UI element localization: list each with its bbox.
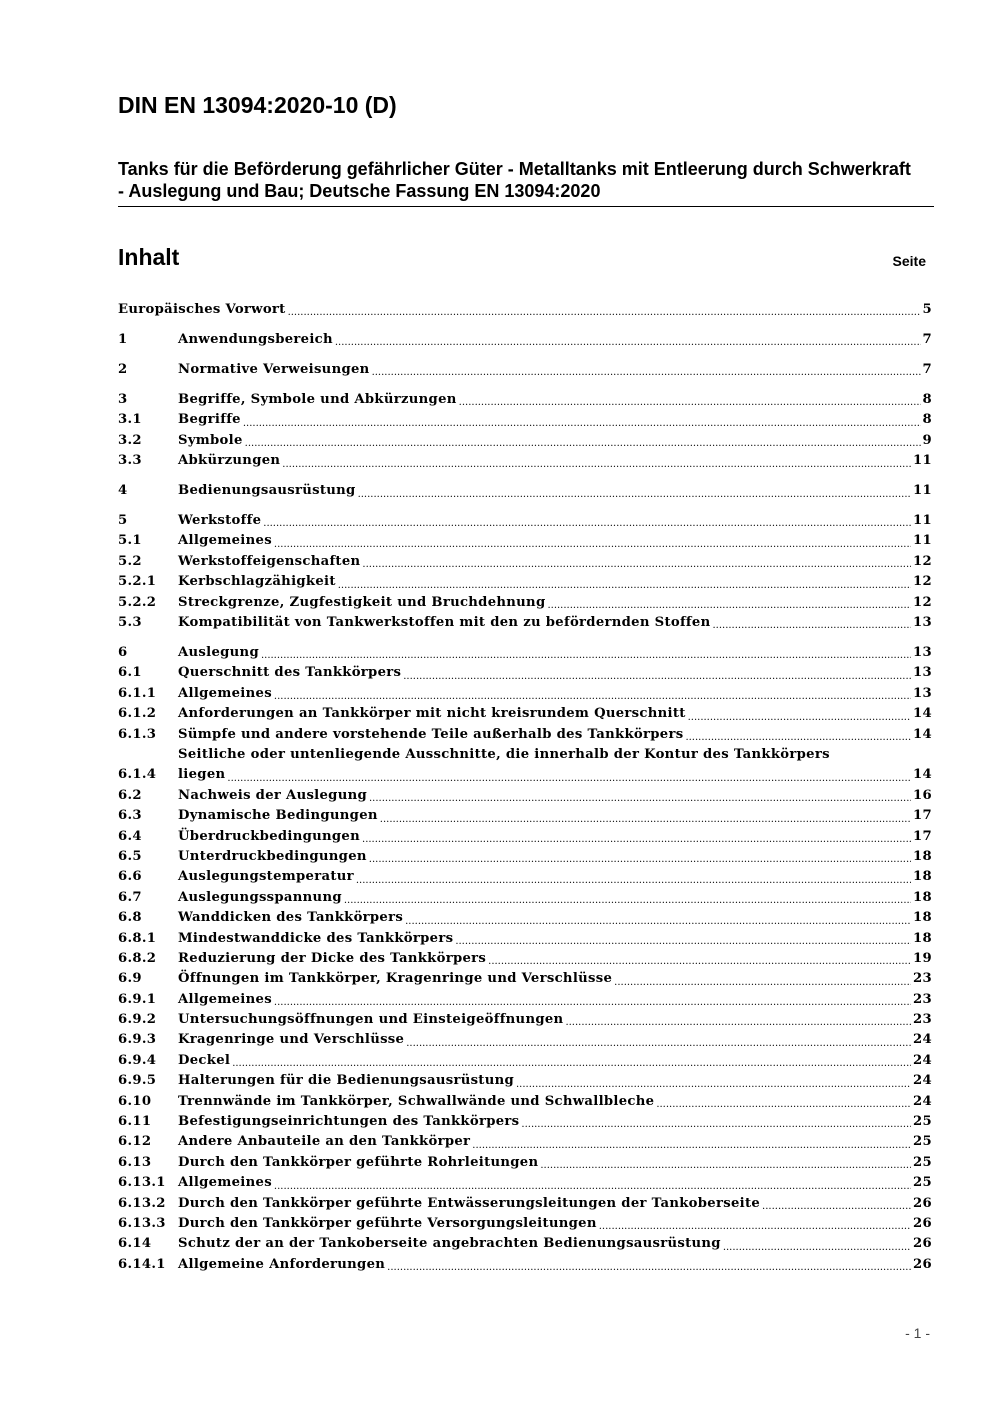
toc-dot-leader <box>614 976 911 990</box>
toc-entry[interactable] <box>118 1030 932 1050</box>
toc-entry-page: 5 <box>922 301 932 317</box>
toc-entry-page: 16 <box>913 787 932 803</box>
toc-entry-number: 6.13 <box>118 1154 152 1170</box>
toc-dot-leader <box>227 772 911 786</box>
toc-dot-leader <box>282 458 911 472</box>
toc-entry-label: Öffnungen im Tankkörper, Kragenringe und Verschlüsse <box>178 971 613 987</box>
toc-entry-label: Kragenringe und Verschlüsse <box>178 1032 405 1048</box>
toc-entry-page: 11 <box>913 513 932 529</box>
toc-entry[interactable] <box>118 451 932 471</box>
toc-entry-page: 11 <box>913 483 932 499</box>
toc-entry-page: 13 <box>913 685 932 701</box>
toc-heading: Inhalt <box>118 244 180 270</box>
toc-entry[interactable] <box>118 511 932 531</box>
toc-entry-label: Durch den Tankkörper geführte Entwässerungsleitungen der Tankoberseite <box>178 1195 761 1211</box>
toc-entry-number: 6.1 <box>118 665 142 681</box>
toc-entry-number: 6.7 <box>118 889 142 905</box>
toc-entry[interactable] <box>118 704 932 724</box>
toc-entry-number: 6.1.2 <box>118 706 157 722</box>
toc-entry-page: 8 <box>922 412 932 428</box>
toc-entry-number: 6.5 <box>118 848 142 864</box>
toc-dot-leader <box>372 366 921 380</box>
toc-entry-number: 6.4 <box>118 828 142 844</box>
toc-dot-leader <box>369 853 911 867</box>
toc-entry-page: 12 <box>913 553 932 569</box>
toc-entry[interactable] <box>118 1071 932 1091</box>
document-subtitle: Tanks für die Beförderung gefährlicher Güter - Metalltanks mit Entleerung durch Schwerkraft - Auslegung und Bau; Deutsche Fassung EN 13094:2020 <box>118 159 911 201</box>
toc-dot-leader <box>288 306 921 320</box>
toc-entry[interactable] <box>118 1010 932 1030</box>
toc-dot-leader <box>406 1037 911 1051</box>
toc-entry-label: Andere Anbauteile an den Tankkörper <box>178 1134 471 1150</box>
toc-entry-label: Anwendungsbereich <box>178 331 333 347</box>
toc-entry-page: 14 <box>913 767 932 783</box>
toc-entry-page: 24 <box>913 1032 932 1048</box>
toc-dot-leader <box>459 396 921 410</box>
toc-entry-label: Auslegungsspannung <box>178 889 342 905</box>
toc-dot-leader <box>369 792 911 806</box>
toc-dot-leader <box>232 1057 911 1071</box>
toc-entry-label: Allgemeine Anforderungen <box>178 1256 386 1272</box>
toc-entry-page: 18 <box>913 930 932 946</box>
toc-entry[interactable] <box>118 1194 932 1214</box>
title-divider <box>118 206 934 207</box>
toc-entry-number: 6.1.4 <box>118 767 157 783</box>
toc-entry[interactable] <box>118 888 932 908</box>
toc-entry[interactable] <box>118 847 932 867</box>
toc-entry-number: 6.14.1 <box>118 1256 166 1272</box>
toc-dot-leader <box>712 619 911 633</box>
toc-entry-label: Deckel <box>178 1052 231 1068</box>
toc-dot-leader <box>274 996 911 1010</box>
toc-entry-number: 6.13.2 <box>118 1195 166 1211</box>
toc-entry[interactable] <box>118 330 932 350</box>
toc-entry-label: Bedienungsausrüstung <box>178 483 356 499</box>
toc-entry-page: 19 <box>913 950 932 966</box>
toc-entry[interactable] <box>118 531 932 551</box>
toc-entry-page: 7 <box>922 361 932 377</box>
toc-entry-number: 5.2.2 <box>118 594 157 610</box>
toc-entry[interactable] <box>118 949 932 969</box>
toc-entry[interactable] <box>118 1214 932 1234</box>
toc-entry-number: 6.9.1 <box>118 991 157 1007</box>
toc-entry-page: 18 <box>913 848 932 864</box>
toc-entry-number: 4 <box>118 483 128 499</box>
toc-entry-page: 25 <box>913 1154 932 1170</box>
toc-entry-label: Trennwände im Tankkörper, Schwallwände und Schwallbleche <box>178 1093 655 1109</box>
toc-entry-label: Seitliche oder untenliegende Ausschnitte, die innerhalb der Kontur des Tankkörpers <box>178 746 830 762</box>
toc-entry[interactable] <box>118 786 932 806</box>
toc-entry-number: 6.6 <box>118 869 142 885</box>
toc-entry-page: 17 <box>913 808 932 824</box>
toc-entry[interactable] <box>118 390 932 410</box>
toc-dot-leader <box>403 670 911 684</box>
toc-entry-page: 23 <box>913 971 932 987</box>
toc-entry-number: 6.2 <box>118 787 142 803</box>
toc-dot-leader <box>488 955 911 969</box>
toc-entry-page: 14 <box>913 726 932 742</box>
toc-entry-label: Nachweis der Auslegung <box>178 787 367 803</box>
toc-entry-number: 6.9.4 <box>118 1052 157 1068</box>
toc-entry-number: 5.3 <box>118 615 142 631</box>
toc-entry-page: 13 <box>913 645 932 661</box>
toc-entry-page: 18 <box>913 889 932 905</box>
toc-entry-number: 5 <box>118 513 128 529</box>
toc-entry-page: 13 <box>913 615 932 631</box>
toc-entry-number: 3.3 <box>118 453 142 469</box>
toc-entry-label: Überdruckbedingungen <box>178 828 361 844</box>
toc-entry-label: Dynamische Bedingungen <box>178 808 378 824</box>
toc-dot-leader <box>274 538 911 552</box>
toc-entry-label: Begriffe <box>178 412 241 428</box>
toc-entry-label: Querschnitt des Tankkörpers <box>178 665 402 681</box>
toc-dot-leader <box>261 649 911 663</box>
toc-dot-leader <box>516 1078 911 1092</box>
toc-entry[interactable] <box>118 929 932 949</box>
toc-entry[interactable] <box>118 969 932 989</box>
toc-entry-page: 8 <box>922 391 932 407</box>
toc-entry[interactable] <box>118 1173 932 1193</box>
toc-entry-label: Allgemeines <box>178 991 272 1007</box>
toc-entry-label: Allgemeines <box>178 685 272 701</box>
toc-entry-label: Durch den Tankkörper geführte Versorgungsleitungen <box>178 1215 597 1231</box>
toc-entry-page: 18 <box>913 869 932 885</box>
toc-entry-label: Werkstoffe <box>178 513 262 529</box>
toc-entry-page: 11 <box>913 533 932 549</box>
toc-entry[interactable] <box>118 745 932 786</box>
toc-dot-leader <box>362 558 911 572</box>
toc-dot-leader <box>356 874 911 888</box>
toc-entry-page: 12 <box>913 574 932 590</box>
toc-dot-leader <box>540 1159 911 1173</box>
toc-entry[interactable] <box>118 481 932 501</box>
toc-dot-leader <box>274 690 911 704</box>
toc-entry-number: 6.14 <box>118 1236 152 1252</box>
toc-entry-page: 26 <box>913 1236 932 1252</box>
toc-dot-leader <box>688 711 911 725</box>
toc-entry[interactable] <box>118 827 932 847</box>
toc-entry-page: 17 <box>913 828 932 844</box>
toc-entry[interactable] <box>118 410 932 430</box>
toc-entry-page: 18 <box>913 910 932 926</box>
toc-dot-leader <box>335 336 921 350</box>
toc-entry[interactable] <box>118 643 932 663</box>
toc-entry[interactable] <box>118 593 932 613</box>
toc-entry-label: Kompatibilität von Tankwerkstoffen mit den zu befördernden Stoffen <box>178 615 711 631</box>
toc-entry[interactable] <box>118 1255 932 1275</box>
toc-entry-label: Allgemeines <box>178 1175 272 1191</box>
toc-dot-leader <box>245 437 921 451</box>
toc-entry-page: 23 <box>913 1012 932 1028</box>
toc-entry-page: 25 <box>913 1134 932 1150</box>
toc-entry-number: 5.1 <box>118 533 142 549</box>
toc-entry-label: Streckgrenze, Zugfestigkeit und Bruchdehnung <box>178 594 546 610</box>
toc-entry-number: 5.2.1 <box>118 574 157 590</box>
toc-entry-page: 26 <box>913 1195 932 1211</box>
toc-entry-label: Halterungen für die Bedienungsausrüstung <box>178 1073 514 1089</box>
toc-entry-number: 6.9.2 <box>118 1012 157 1028</box>
toc-dot-leader <box>274 1180 911 1194</box>
toc-entry-number: 3.1 <box>118 412 142 428</box>
toc-entry[interactable] <box>118 1234 932 1254</box>
toc-entry-page: 7 <box>922 331 932 347</box>
toc-dot-leader <box>521 1118 911 1132</box>
page-number: - 1 - <box>905 1325 930 1341</box>
toc-entry-label: Anforderungen an Tankkörper mit nicht kreisrundem Querschnitt <box>178 706 686 722</box>
toc-entry-page: 23 <box>913 991 932 1007</box>
toc-dot-leader <box>338 579 911 593</box>
toc-entry-number: 1 <box>118 331 128 347</box>
toc-entry-number: 6.9 <box>118 971 142 987</box>
document-title: DIN EN 13094:2020-10 (D) <box>118 92 397 118</box>
toc-entry-label: Abkürzungen <box>178 453 281 469</box>
page-column-label: Seite <box>892 253 926 269</box>
toc-entry[interactable] <box>118 360 932 380</box>
toc-entry-label: Europäisches Vorwort <box>118 301 286 317</box>
toc-dot-leader <box>243 417 921 431</box>
toc-entry-page: 26 <box>913 1256 932 1272</box>
toc-dot-leader <box>455 935 911 949</box>
toc-entry-number: 6.3 <box>118 808 142 824</box>
toc-entry-label: Begriffe, Symbole und Abkürzungen <box>178 391 457 407</box>
toc-entry-page: 25 <box>913 1114 932 1130</box>
toc-entry-number: 6.11 <box>118 1114 152 1130</box>
toc-entry-page: 26 <box>913 1215 932 1231</box>
toc-entry-label: Unterdruckbedingungen <box>178 848 367 864</box>
toc-entry-number: 6.9.5 <box>118 1073 157 1089</box>
toc-entry-number: 3 <box>118 391 128 407</box>
toc-dot-leader <box>565 1016 911 1030</box>
toc-entry-page: 13 <box>913 665 932 681</box>
toc-entry-number: 3.2 <box>118 432 142 448</box>
toc-entry-page: 25 <box>913 1175 932 1191</box>
toc-entry-page: 14 <box>913 706 932 722</box>
toc-entry-label: Symbole <box>178 432 243 448</box>
toc-entry-number: 6.10 <box>118 1093 152 1109</box>
toc-dot-leader <box>362 833 911 847</box>
toc-entry-label: Auslegung <box>178 645 259 661</box>
toc-dot-leader <box>472 1139 911 1153</box>
toc-entry[interactable] <box>118 806 932 826</box>
toc-entry-label: Auslegungstemperatur <box>178 869 354 885</box>
toc-dot-leader <box>380 813 911 827</box>
toc-dot-leader <box>344 894 911 908</box>
toc-entry-number: 6.13.3 <box>118 1215 166 1231</box>
toc-entry-page: 12 <box>913 594 932 610</box>
toc-entry[interactable] <box>118 1092 932 1112</box>
toc-dot-leader <box>656 1098 911 1112</box>
table-of-contents <box>118 300 932 1275</box>
toc-entry-label: Allgemeines <box>178 533 272 549</box>
toc-entry[interactable] <box>118 867 932 887</box>
toc-entry-label: Normative Verweisungen <box>178 361 370 377</box>
toc-entry[interactable] <box>118 663 932 683</box>
toc-entry-number: 6.8.2 <box>118 950 157 966</box>
toc-entry[interactable] <box>118 684 932 704</box>
toc-entry[interactable] <box>118 1153 932 1173</box>
toc-entry-page: 24 <box>913 1093 932 1109</box>
toc-entry[interactable] <box>118 1112 932 1132</box>
toc-entry[interactable] <box>118 613 932 633</box>
toc-entry-label: Sümpfe und andere vorstehende Teile außerhalb des Tankkörpers <box>178 726 684 742</box>
toc-entry-label: Reduzierung der Dicke des Tankkörpers <box>178 950 487 966</box>
toc-entry-number: 5.2 <box>118 553 142 569</box>
toc-entry[interactable] <box>118 1051 932 1071</box>
toc-entry[interactable] <box>118 431 932 451</box>
toc-entry-label: Untersuchungsöffnungen und Einsteigeöffnungen <box>178 1012 564 1028</box>
toc-dot-leader <box>358 488 911 502</box>
toc-entry[interactable] <box>118 552 932 572</box>
toc-entry-page: 11 <box>913 453 932 469</box>
toc-dot-leader <box>723 1241 911 1255</box>
toc-entry-number: 6.1.3 <box>118 726 157 742</box>
toc-entry-page: 24 <box>913 1073 932 1089</box>
toc-dot-leader <box>387 1261 911 1275</box>
toc-dot-leader <box>599 1220 911 1234</box>
toc-entry-label: Kerbschlagzähigkeit <box>178 574 336 590</box>
toc-entry-label: Schutz der an der Tankoberseite angebrachten Bedienungsausrüstung <box>178 1236 721 1252</box>
toc-entry[interactable] <box>118 572 932 592</box>
toc-entry-number: 6.12 <box>118 1134 152 1150</box>
toc-entry[interactable] <box>118 908 932 928</box>
toc-entry-number: 6.9.3 <box>118 1032 157 1048</box>
toc-entry[interactable] <box>118 1132 932 1152</box>
toc-entry-label-continuation: liegen <box>178 767 226 783</box>
toc-entry-label: Werkstoffeigenschaften <box>178 553 361 569</box>
toc-entry[interactable] <box>118 990 932 1010</box>
toc-dot-leader <box>762 1200 911 1214</box>
toc-entry-label: Befestigungseinrichtungen des Tankkörpers <box>178 1114 520 1130</box>
toc-entry-number: 2 <box>118 361 128 377</box>
toc-entry-number: 6.1.1 <box>118 685 157 701</box>
toc-entry[interactable] <box>118 300 932 320</box>
toc-dot-leader <box>685 731 911 745</box>
toc-dot-leader <box>405 915 911 929</box>
toc-entry-number: 6 <box>118 645 128 661</box>
toc-entry-number: 6.8 <box>118 910 142 926</box>
toc-entry-page: 24 <box>913 1052 932 1068</box>
toc-entry-label: Durch den Tankkörper geführte Rohrleitungen <box>178 1154 539 1170</box>
toc-dot-leader <box>263 517 911 531</box>
toc-entry-number: 6.8.1 <box>118 930 157 946</box>
toc-entry-page: 9 <box>922 432 932 448</box>
toc-dot-leader <box>547 599 911 613</box>
toc-entry[interactable] <box>118 725 932 745</box>
toc-entry-label: Mindestwanddicke des Tankkörpers <box>178 930 454 946</box>
toc-entry-number: 6.13.1 <box>118 1175 166 1191</box>
toc-entry-label: Wanddicken des Tankkörpers <box>178 910 404 926</box>
